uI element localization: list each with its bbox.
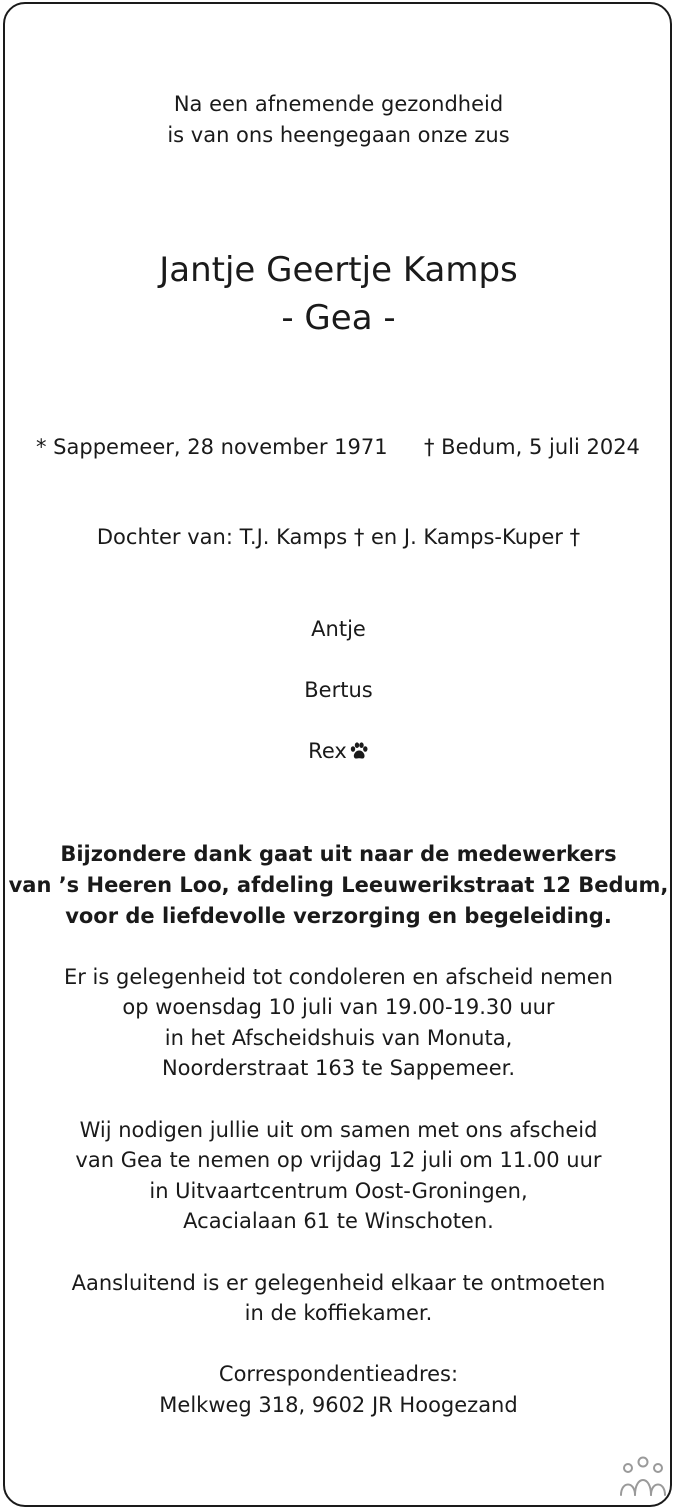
condolence-line-2: op woensdag 10 juli van 19.00-19.30 uur <box>122 995 555 1019</box>
parents-line: Dochter van: T.J. Kamps † en J. Kamps-Kuper † <box>96 525 581 549</box>
farewell-line-2: van Gea te nemen op vrijdag 12 juli om 11.00 uur <box>75 1148 602 1172</box>
pet-name: Rex <box>308 739 347 763</box>
thanks-line-2: van ’s Heeren Loo, afdeling Leeuwerikstraat 12 Bedum, <box>8 873 669 897</box>
paw-icon <box>349 739 369 759</box>
death-date: † Bedum, 5 juli 2024 <box>424 435 640 459</box>
condolence-line-4: Noorderstraat 163 te Sappemeer. <box>161 1056 516 1080</box>
deceased-nickname: - Gea - <box>281 298 396 338</box>
correspondence-label: Correspondentieadres: <box>218 1362 459 1386</box>
deceased-full-name: Jantje Geertje Kamps <box>159 250 518 290</box>
gathering-line-1: Aansluitend is er gelegenheid elkaar te ontmoeten <box>71 1271 606 1295</box>
farewell-line-4: Acacialaan 61 te Winschoten. <box>183 1209 494 1233</box>
people-logo-icon <box>619 1455 667 1499</box>
intro-line-1: Na een afnemende gezondheid <box>173 92 504 116</box>
farewell-line-1: Wij nodigen jullie uit om samen met ons afscheid <box>79 1118 598 1142</box>
birth-date: * Sappemeer, 28 november 1971 <box>36 435 388 459</box>
family-member-antje: Antje <box>311 617 366 641</box>
family-pet <box>0 736 677 767</box>
thanks-line-3: voor de liefdevolle verzorging en begeleiding. <box>65 904 612 928</box>
condolence-line-1: Er is gelegenheid tot condoleren en afscheid nemen <box>63 965 613 989</box>
thanks-line-1: Bijzondere dank gaat uit naar de medewerkers <box>60 842 617 866</box>
intro-line-2: is van ons heengegaan onze zus <box>167 123 510 147</box>
condolence-line-3: in het Afscheidshuis van Monuta, <box>164 1026 513 1050</box>
family-member-bertus: Bertus <box>304 678 373 702</box>
farewell-line-3: in Uitvaartcentrum Oost-Groningen, <box>149 1179 528 1203</box>
gathering-line-2: in de koffiekamer. <box>244 1301 433 1325</box>
correspondence-address: Melkweg 318, 9602 JR Hoogezand <box>159 1393 518 1417</box>
